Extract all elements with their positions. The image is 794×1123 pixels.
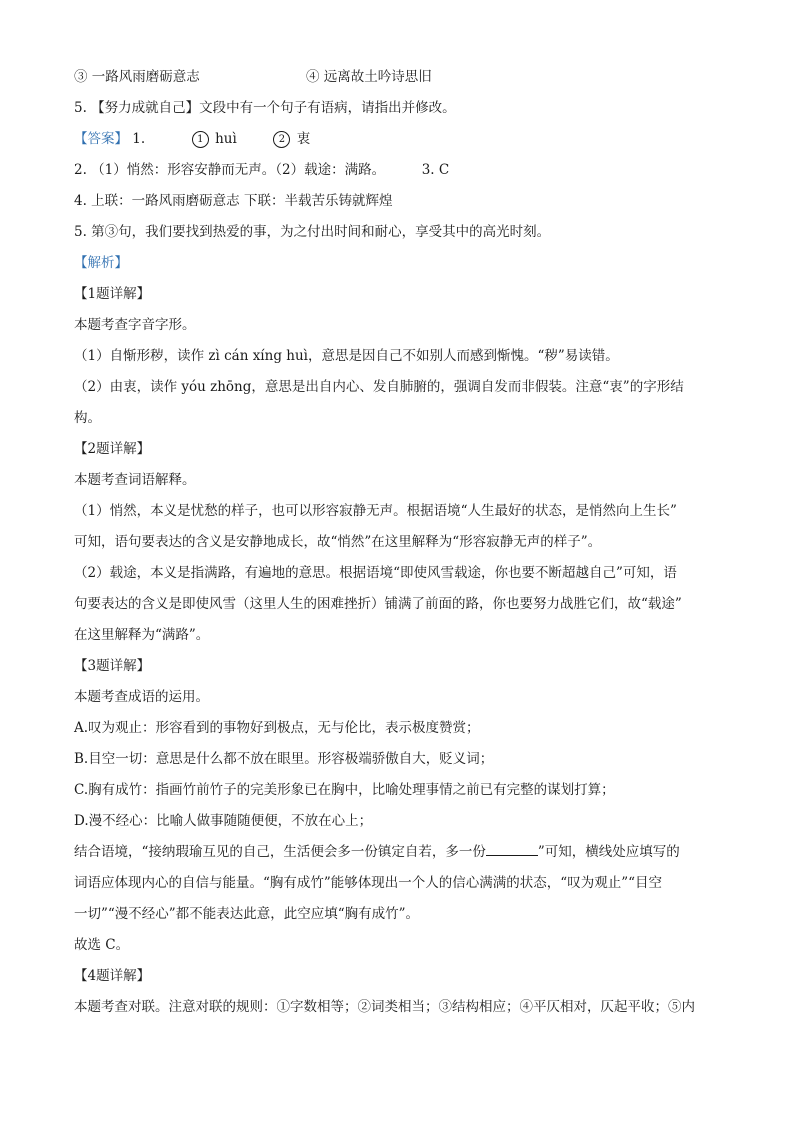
paragraph-line: 本题考查词语解释。: [74, 472, 196, 488]
paragraph-line: 本题考查字音字形。: [74, 317, 196, 333]
answer-1-text-1: huì: [215, 131, 237, 147]
answer-3: 3. C: [421, 162, 450, 178]
paragraph-line-with-blank: 结合语境，“接纳瑕瑜互见的自己，生活便会多一份镇定自若，多一份 ”可知，横线处应填写的: [74, 837, 722, 868]
analysis-heading: [74, 248, 722, 279]
answer-tag: 【答案】: [74, 131, 128, 147]
option-row: [74, 62, 722, 93]
answer-2: 2. （1）悄然：形容安静而无声。（2）载途：满路。: [74, 162, 386, 178]
paragraph-line: 本题考查对联。注意对联的规则：①字数相等；②词类相当；③结构相应；④平仄相对，仄起平收；⑤内: [74, 999, 695, 1015]
answer-5: 5. 第③句，我们要找到热爱的事，为之付出时间和耐心，享受其中的高光时刻。: [74, 224, 551, 240]
paragraph-line: 可知，语句要表达的含义是安静地成长，故“悄然”在这里解释为“形容寂静无声的样子”。: [74, 534, 602, 550]
paragraph-line: （1）悄然，本义是忧愁的样子，也可以形容寂静无声。根据语境“人生最好的状态，是悄然向上生长”: [74, 503, 677, 519]
paragraph-line: （2）载途，本义是指满路，有遍地的意思。根据语境“即使风雪载途，你也要不断超越自己”可知，语: [74, 565, 677, 581]
answer-1-number: 1.: [132, 131, 146, 147]
question-5: 5. 【努力成就自己】文段中有一个句子有语病，请指出并修改。: [74, 100, 456, 116]
answer-line-1: [74, 124, 722, 155]
section-3-heading: 【3题详解】: [74, 658, 151, 674]
circled-number-2: 2: [273, 131, 290, 148]
choice-c: C.胸有成竹：指画竹前竹子的完美形象已在胸中，比喻处理事情之前已有完整的谋划打算；: [74, 782, 615, 798]
section-2-heading: 【2题详解】: [74, 441, 151, 457]
option-4: ④ 远离故土吟诗思旧: [306, 69, 432, 85]
circled-number-1: 1: [192, 131, 209, 148]
choice-d: D.漫不经心：比喻人做事随随便便，不放在心上；: [74, 813, 373, 829]
paragraph-line: 在这里解释为“满路”。: [74, 627, 210, 643]
paragraph-line: 词语应体现内心的自信与能量。“胸有成竹”能够体现出一个人的信心满满的状态，“叹为观止”“目空: [74, 875, 663, 891]
choice-b: B.目空一切：意思是什么都不放在眼里。形容极端骄傲自大，贬义词；: [74, 751, 494, 767]
section-1-heading: 【1题详解】: [74, 286, 151, 302]
answer-4: 4. 上联：一路风雨磨砺意志 下联：半载苦乐铸就辉煌: [74, 193, 393, 209]
paragraph-line: 一切”“漫不经心”都不能表达此意，此空应填“胸有成竹”。: [74, 906, 420, 922]
paragraph-line: （1）自惭形秽，读作 zì cán xíng huì，意思是因自己不如别人而感到惭愧。“秽”易读错。: [74, 348, 619, 364]
analysis-tag: 【解析】: [74, 255, 128, 271]
fill-blank: [486, 841, 538, 856]
answer-1-text-2: 衷: [296, 131, 311, 147]
paragraph-line: 构。: [74, 410, 101, 426]
document-body: [74, 62, 722, 1023]
paragraph-line: 本题考查成语的运用。: [74, 689, 209, 705]
paragraph-line: 句要表达的含义是即使风雪（这里人生的困难挫折）铺满了前面的路，你也要努力战胜它们，故“载途”: [74, 596, 682, 612]
section-4-heading: 【4题详解】: [74, 968, 151, 984]
paragraph-line: 故选 C。: [74, 937, 130, 953]
paragraph-line: （2）由衷，读作 yóu zhōng，意思是出自内心、发自肺腑的，强调自发而非假装。注意“衷”的字形结: [74, 379, 684, 395]
option-3: ③ 一路风雨磨砺意志: [74, 69, 200, 85]
answer-line-2: [74, 155, 722, 186]
choice-a: A.叹为观止：形容看到的事物好到极点，无与伦比，表示极度赞赏；: [74, 720, 480, 736]
